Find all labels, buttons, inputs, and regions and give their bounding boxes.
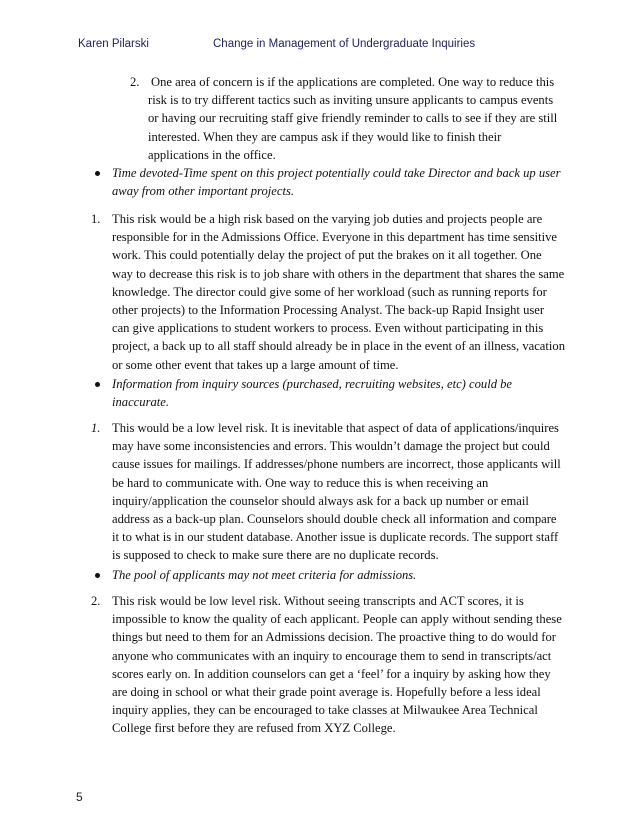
paragraph-line: applications in the office.: [148, 147, 276, 162]
bullet-line: Information from inquiry sources (purchased, recruiting websites, etc) could be: [112, 377, 513, 391]
paragraph-line: or some other event that takes up a large amount of time.: [112, 357, 399, 372]
paragraph-line: things but need to them for an Admissions decision. The proactive thing to do would for: [112, 630, 556, 645]
paragraph-line: scores early on. In addition counselors can get a ‘feel’ for a inquiry by asking how they: [112, 666, 551, 681]
header-author: Karen Pilarski: [78, 38, 149, 50]
section-1-bullet: [112, 164, 561, 200]
section-3-paragraph: [112, 592, 562, 738]
paragraph-line: are doing in school or what their grade point average is. Hopefully before a less ideal: [112, 684, 541, 699]
section-1-number: 1.: [91, 212, 101, 226]
paragraph-line: project, a back up to all staff should already be in place in the event of an illness, vacation: [112, 339, 565, 354]
paragraph-line: way to decrease this risk is to job share with others in the department that shares the same: [112, 266, 565, 281]
paragraph-line: cause issues for mailings. If addresses/phone numbers are incorrect, those applicants will: [112, 457, 561, 472]
paragraph-line: other projects) to the Information Processing Analyst. The back-up Rapid Insight user: [112, 302, 545, 317]
bullet-marker: [95, 382, 100, 387]
section-3-bullet: [112, 566, 416, 584]
paragraph-line: risk is to try different tactics such as inviting unsure applicants to campus events: [148, 93, 554, 108]
paragraph-line: inquiry/application the counselor should always ask for a back up number or email: [112, 493, 529, 508]
intro-item-number: 2.: [130, 75, 140, 89]
paragraph-line: knowledge. The director could give some of her workload (such as running reports for: [112, 284, 547, 299]
section-2-paragraph: [112, 419, 561, 565]
paragraph-line: be hard to communicate with. One way to reduce this is when receiving an: [112, 475, 489, 490]
paragraph-line: may have some inconsistencies and errors. This wouldn’t damage the project but could: [112, 439, 550, 454]
intro-item-paragraph: [148, 73, 558, 164]
paragraph-line: anyone who communicates with an inquiry to encourage them to send in transcripts/act: [112, 648, 552, 663]
bullet-line: The pool of applicants may not meet criteria for admissions.: [112, 568, 417, 582]
section-1-paragraph: [112, 210, 565, 374]
paragraph-line: is supposed to check to make sure there are no duplicate records.: [112, 548, 439, 563]
bullet-marker: [95, 171, 100, 176]
bullet-line: away from other important projects.: [112, 184, 295, 199]
paragraph-line: work. This could potentially delay the project of put the brakes on it all together. One: [112, 248, 542, 263]
bullet-marker: [95, 573, 100, 578]
section-3-number: 2.: [91, 594, 101, 608]
header-title: Change in Management of Undergraduate Inquiries: [213, 38, 476, 50]
bullet-line: inaccurate.: [112, 395, 170, 410]
section-2-number: 1.: [91, 421, 101, 435]
paragraph-line: One area of concern is if the applications are completed. One way to reduce this: [151, 75, 555, 89]
paragraph-line: or having our recruiting staff give friendly reminder to calls to see if they are still: [148, 111, 558, 126]
paragraph-line: interested. When they are campus ask if they would like to finish their: [148, 129, 502, 144]
paragraph-line: inquiry applies, they can be encouraged to take classes at Milwaukee Area Technical: [112, 703, 538, 718]
paragraph-line: address as a back-up plan. Counselors should double check all information and compare: [112, 511, 557, 526]
page-number: 5: [76, 790, 83, 804]
section-2-bullet: [112, 375, 512, 411]
paragraph-line: This risk would be low level risk. Without seeing transcripts and ACT scores, it is: [112, 594, 524, 608]
paragraph-line: responsible for in the Admissions Office. Everyone in this department has time sensitive: [112, 230, 558, 245]
paragraph-line: impossible to know the quality of each applicant. People can apply without sending these: [112, 612, 562, 627]
paragraph-line: it to what is in our student database. Another issue is duplicate records. The support staff: [112, 530, 559, 545]
paragraph-line: This would be a low level risk. It is inevitable that aspect of data of applications/inquires: [112, 421, 559, 435]
bullet-line: Time devoted-Time spent on this project potentially could take Director and back up user: [112, 166, 561, 180]
paragraph-line: College first before they are refused from XYZ College.: [112, 721, 396, 736]
paragraph-line: can give applications to student workers to process. Even without participating in this: [112, 321, 544, 336]
paragraph-line: This risk would be a high risk based on the varying job duties and projects people are: [112, 212, 543, 226]
